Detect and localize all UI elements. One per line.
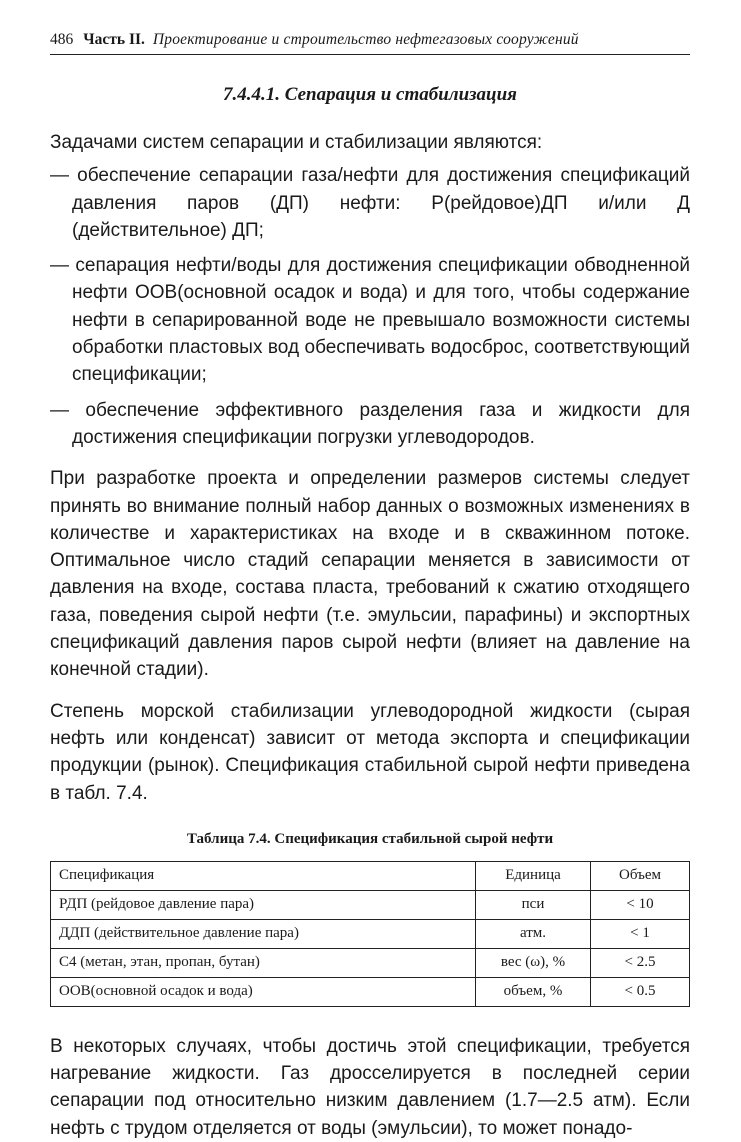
bullet-item: — обеспечение эффективного разделения газа и жидкости для достижения спецификации погрузки углеводородов. (50, 399, 690, 448)
table-cell: < 10 (591, 890, 690, 919)
table-cell: РДП (рейдовое давление пара) (51, 890, 476, 919)
table-row (51, 919, 690, 948)
table-cell: < 2.5 (591, 948, 690, 977)
running-header (50, 30, 690, 55)
table-header-cell: Единица (476, 861, 591, 890)
page-number: 486 (50, 31, 74, 48)
section-title: 7.4.4.1. Сепарация и стабилизация (223, 84, 517, 105)
body-text (50, 129, 690, 807)
table-cell: ДДП (действительное давление пара) (51, 919, 476, 948)
table-row (51, 890, 690, 919)
part-title: Проектирование и строительство нефтегазовых сооружений (152, 31, 579, 48)
spec-table (50, 861, 690, 1007)
table-header-cell: Спецификация (51, 861, 476, 890)
page (50, 30, 690, 1142)
table-cell: С4 (метан, этан, пропан, бутан) (51, 948, 476, 977)
table-cell: < 0.5 (591, 977, 690, 1006)
paragraph: При разработке проекта и определении размеров системы следует принять во внимание полный набор данных о возможных изменениях в количестве и характеристиках на входе и в скважинном потоке. Оптимальное число стадий сепарации меняется в зависимости от давления на входе, состава пласта, требований к сжатию отходящего газа, поведения сырой нефти (т.е. эмульсии, парафины) и экспортных спецификаций давления паров сырой нефти (влияет на давление на конечной стадии). (50, 468, 690, 681)
table-cell: вес (ω), % (476, 948, 591, 977)
table-header-row (51, 861, 690, 890)
table-caption: Таблица 7.4. Спецификация стабильной сырой нефти (186, 830, 554, 847)
table-row (51, 948, 690, 977)
part-label: Часть II. (83, 31, 145, 48)
bullet-item: — сепарация нефти/воды для достижения спецификации обводненной нефти ООВ(основной осадок и вода) и для того, чтобы содержание нефти в сепарированной воде не превышало возможности системы обработки пластовых вод обеспечивать водосброс, соответствующий спецификации; (50, 255, 690, 386)
table-cell: пси (476, 890, 591, 919)
table-row (51, 977, 690, 1006)
table-header-cell: Объем (591, 861, 690, 890)
closing-paragraph: В некоторых случаях, чтобы достичь этой спецификации, требуется нагревание жидкости. Газ дросселируется в последней серии сепарации под относительно низким давлением (1.7—2.5 атм). Если нефть с трудом отделяется от воды (эмульсии), то может понадо- (50, 1035, 690, 1139)
table-cell: объем, % (476, 977, 591, 1006)
table-cell: атм. (476, 919, 591, 948)
intro-paragraph: Задачами систем сепарации и стабилизации являются: (50, 132, 543, 153)
bullet-item: — обеспечение сепарации газа/нефти для достижения спецификаций давления паров (ДП) нефти: Р(рейдовое)ДП и/или Д (действительное) ДП; (50, 165, 690, 241)
table-cell: < 1 (591, 919, 690, 948)
table-cell: ООВ(основной осадок и вода) (51, 977, 476, 1006)
paragraph: Степень морской стабилизации углеводородной жидкости (сырая нефть или конденсат) зависит от метода экспорта и спецификации продукции (рынок). Спецификация стабильной сырой нефти приведена в табл. 7.4. (50, 700, 690, 804)
